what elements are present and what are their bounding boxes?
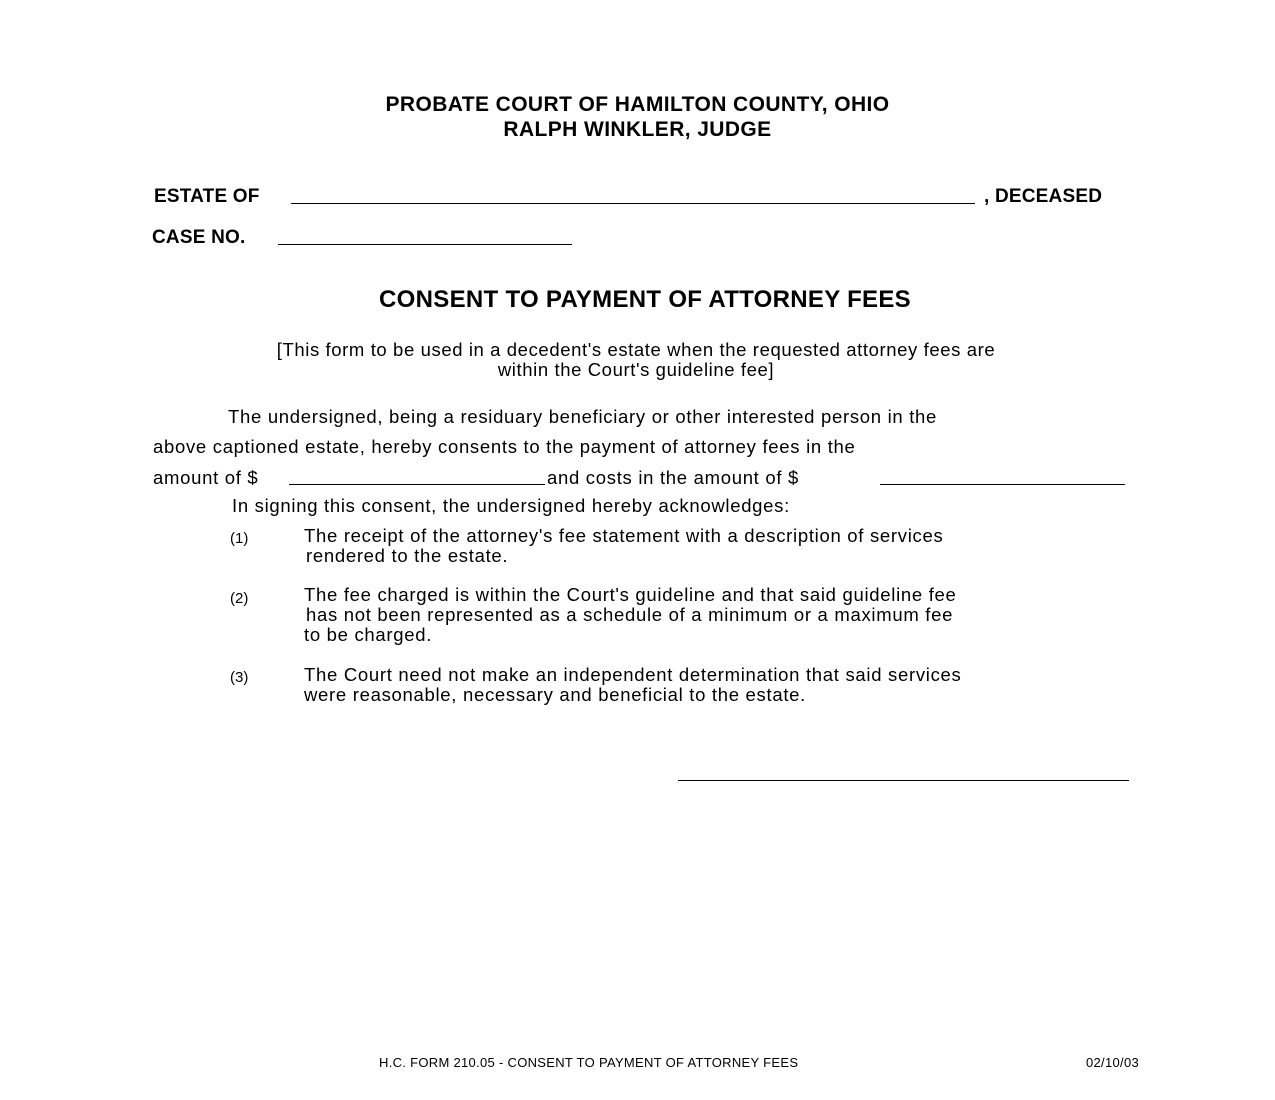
item-text-line: The fee charged is within the Court's guideline and that said guideline fee (304, 584, 957, 605)
item-number: (1) (230, 530, 249, 547)
costs-label: and costs in the amount of $ (547, 467, 800, 488)
item-text-line: were reasonable, necessary and beneficial to the estate. (304, 684, 806, 705)
item-number: (2) (230, 590, 249, 607)
court-name: PROBATE COURT OF HAMILTON COUNTY, OHIO (385, 93, 890, 116)
item-text-line: rendered to the estate. (306, 545, 509, 566)
usage-note-line-1: [This form to be used in a decedent's estate when the requested attorney fees are (276, 339, 996, 360)
item-text-line: has not been represented as a schedule of a minimum or a maximum fee (306, 604, 954, 625)
acknowledgement-intro: In signing this consent, the undersigned hereby acknowledges: (232, 495, 790, 516)
estate-of-label: ESTATE OF (154, 186, 260, 207)
signature-line[interactable] (678, 780, 1129, 781)
estate-name-field[interactable] (291, 203, 975, 204)
item-number: (3) (230, 669, 249, 686)
item-text-line: The Court need not make an independent determination that said services (304, 664, 962, 685)
amount-label: amount of $ (153, 467, 259, 488)
judge-name: RALPH WINKLER, JUDGE (503, 118, 772, 141)
footer-date: 02/10/03 (1086, 1055, 1140, 1070)
case-number-field[interactable] (278, 244, 572, 245)
item-text-line: The receipt of the attorney's fee statement with a description of services (304, 525, 944, 546)
case-no-label: CASE NO. (152, 227, 246, 248)
footer-form-name: H.C. FORM 210.05 - CONSENT TO PAYMENT OF ATTORNEY FEES (379, 1055, 799, 1070)
body-line-1: The undersigned, being a residuary beneficiary or other interested person in the (228, 406, 938, 427)
attorney-fee-amount-field[interactable] (289, 484, 545, 485)
form-title: CONSENT TO PAYMENT OF ATTORNEY FEES (379, 286, 911, 313)
body-line-2: above captioned estate, hereby consents to the payment of attorney fees in the (153, 436, 856, 457)
item-text-line: to be charged. (304, 624, 433, 645)
deceased-label: , DECEASED (984, 186, 1103, 207)
usage-note-line-2: within the Court's guideline fee] (497, 359, 775, 380)
costs-amount-field[interactable] (880, 484, 1125, 485)
